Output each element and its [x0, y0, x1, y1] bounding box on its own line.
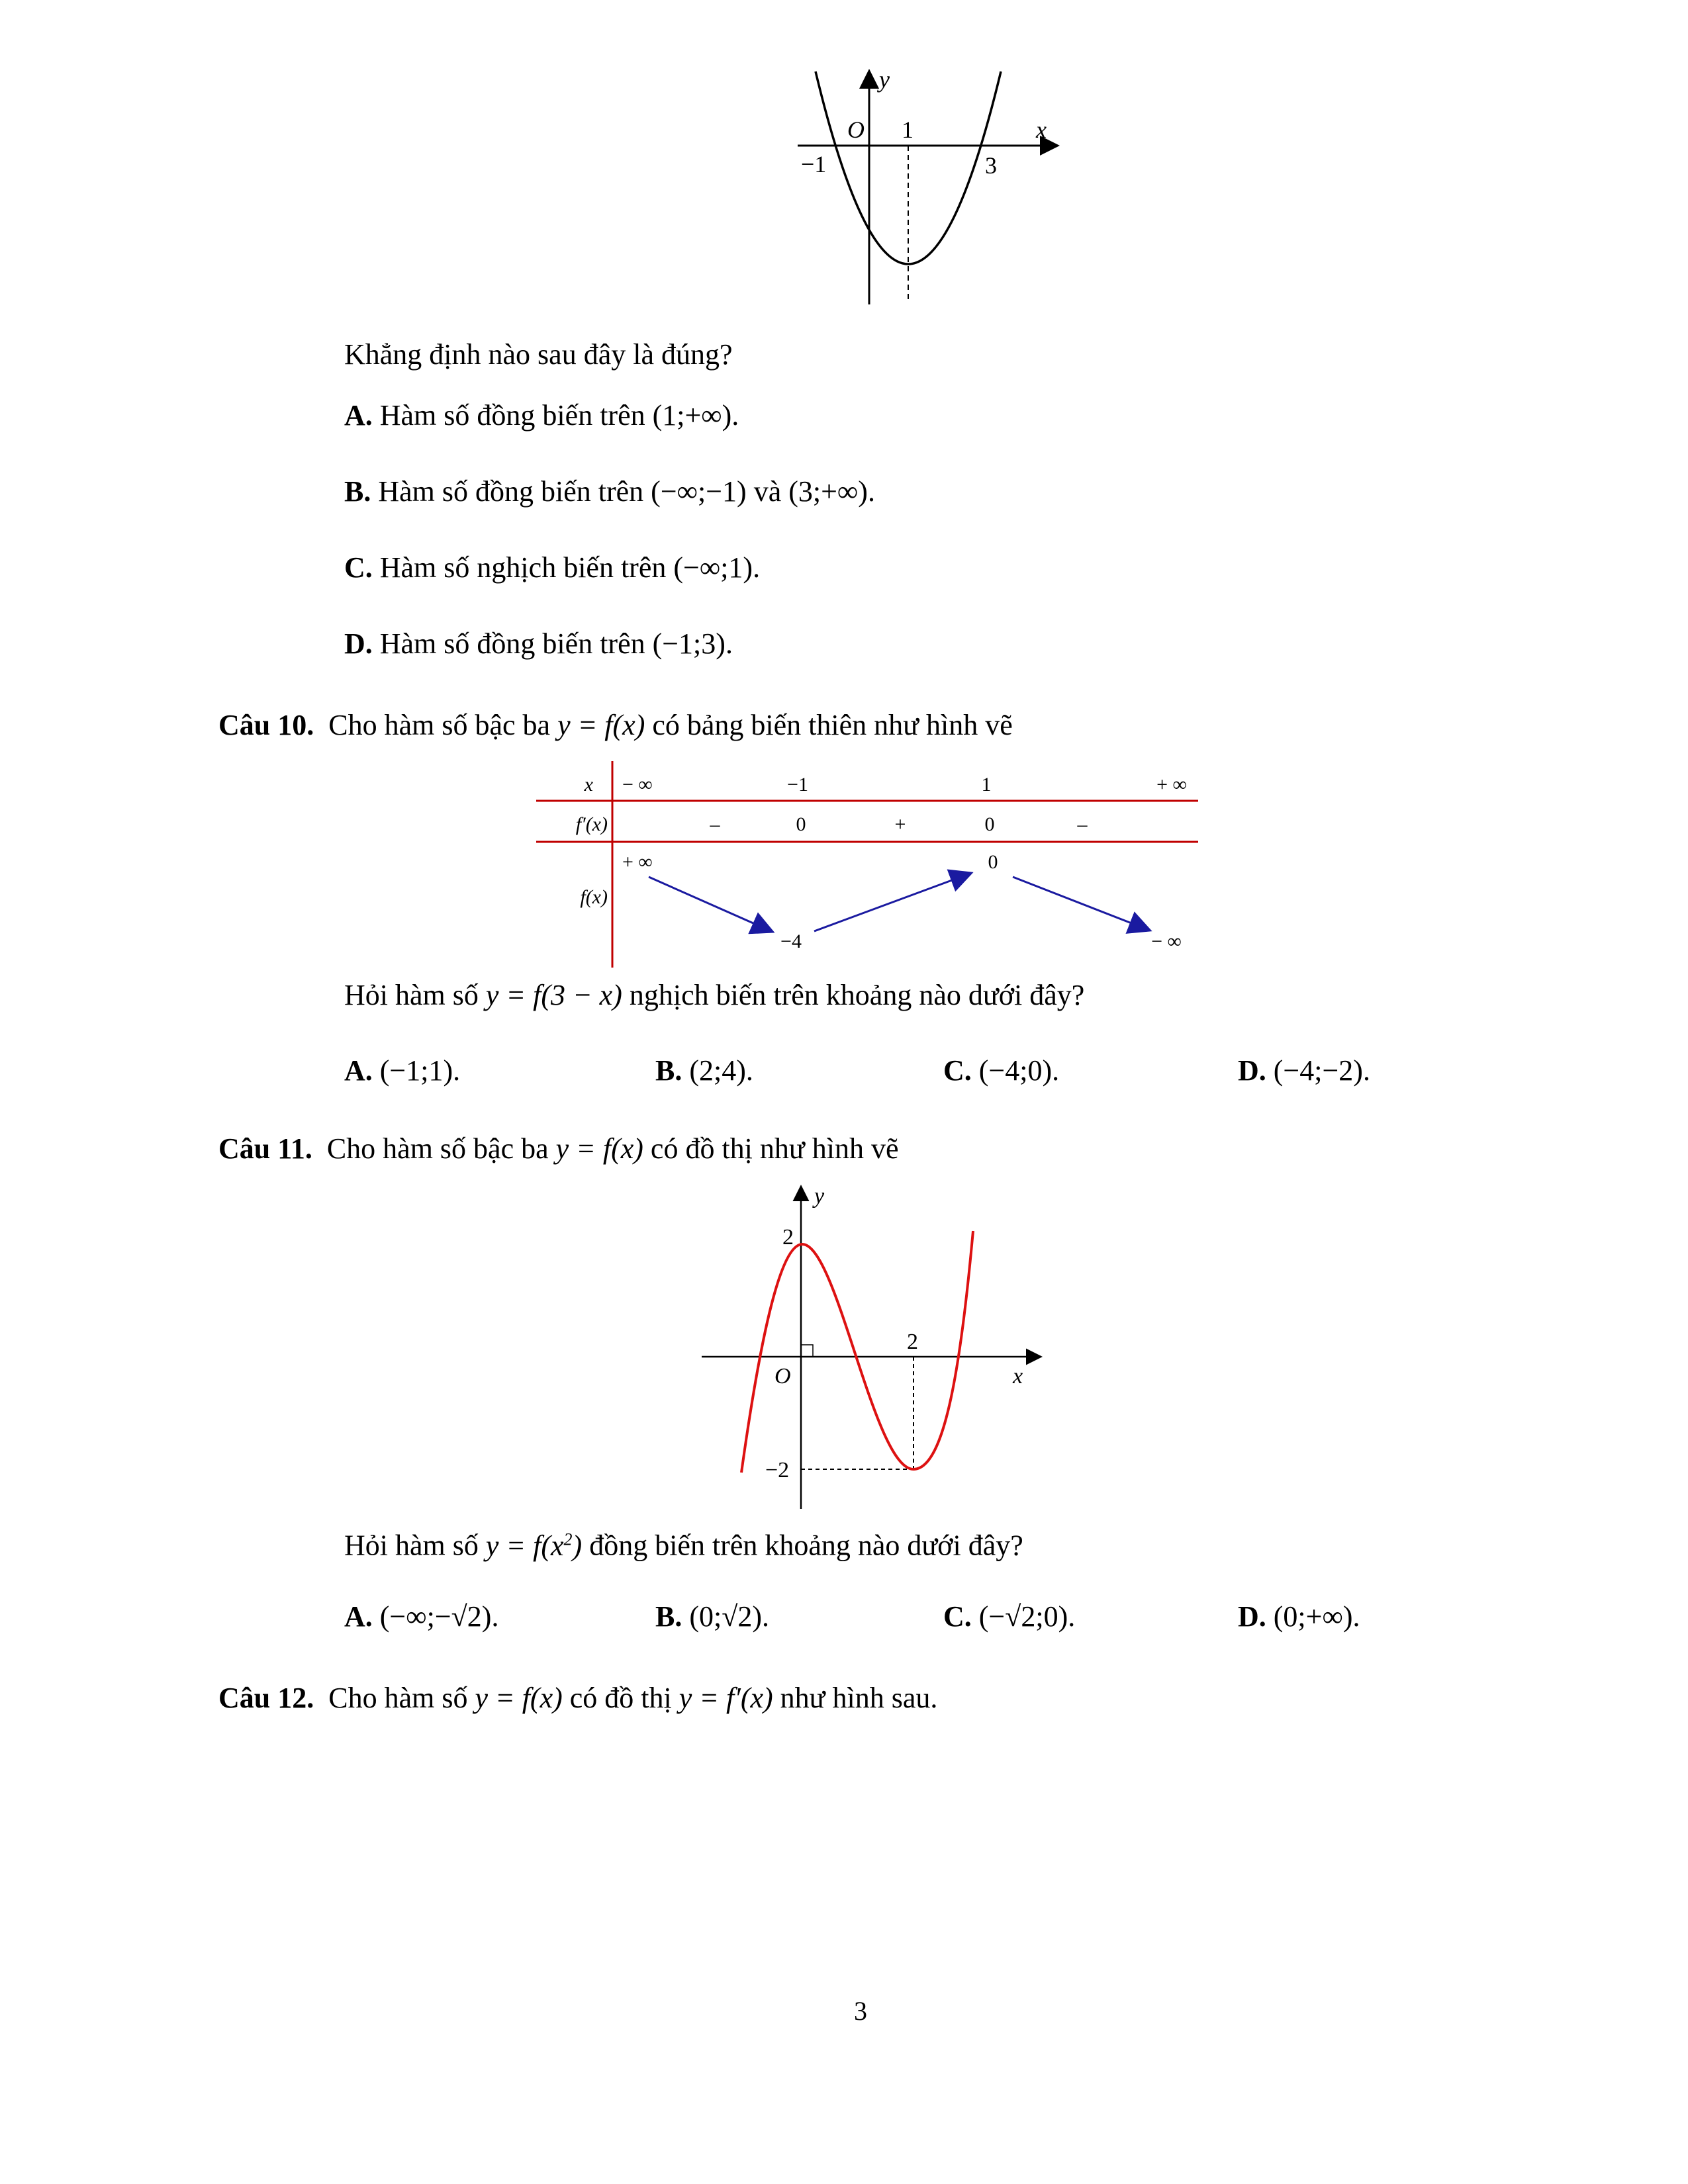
variation-table	[530, 761, 1211, 973]
f-value: −4	[780, 931, 802, 952]
option-letter: D.	[1238, 1054, 1266, 1087]
option-math: (−4;0).	[978, 1054, 1060, 1087]
stem-math-2: y = f′(x)	[679, 1682, 773, 1714]
q10-option-c[interactable]	[943, 1052, 1059, 1089]
q11-option-c[interactable]	[943, 1598, 1075, 1635]
option-text: Hàm số nghịch biến trên	[379, 551, 667, 584]
x-axis-label: x	[1036, 116, 1047, 143]
stem-math: y = f(x)	[475, 1682, 563, 1714]
fprime-sign: –	[1077, 813, 1088, 835]
option-letter: A.	[344, 1600, 373, 1633]
tick-one: 1	[902, 116, 914, 143]
x-value: 1	[981, 774, 992, 796]
option-letter: A.	[344, 399, 373, 432]
option-math: (−√2;0).	[978, 1600, 1076, 1633]
y-axis-label: y	[879, 66, 890, 93]
option-letter: C.	[344, 551, 373, 584]
origin-label: O	[847, 116, 865, 143]
stem-math: y = f(x)	[557, 709, 645, 741]
y-top-label: 2	[782, 1225, 794, 1250]
increasing-arrow	[814, 874, 970, 931]
option-math: (−∞;−1)	[651, 475, 747, 508]
option-text: Hàm số đồng biến trên	[379, 399, 645, 432]
question-label: Câu 12.	[218, 1682, 314, 1714]
option-letter: D.	[1238, 1600, 1266, 1633]
question-pre: Hỏi hàm số	[344, 979, 479, 1011]
option-letter: B.	[655, 1054, 682, 1087]
q9-option-a[interactable]	[344, 397, 739, 434]
q10-option-d[interactable]	[1238, 1052, 1370, 1089]
question-math: y = f(3 − x)	[485, 979, 622, 1011]
f-value: + ∞	[622, 851, 653, 873]
option-text: Hàm số đồng biến trên	[378, 475, 644, 508]
question-label: Câu 10.	[218, 709, 314, 741]
decreasing-arrow	[1013, 877, 1149, 930]
decreasing-arrow	[649, 877, 771, 931]
option-math: (0;√2).	[689, 1600, 770, 1633]
stem-mid: có đồ thị	[569, 1682, 672, 1714]
stem-pre: Cho hàm số bậc ba	[328, 709, 551, 741]
row-label-fprime: f′(x)	[575, 813, 608, 835]
y-axis-label: y	[814, 1184, 825, 1208]
stem-math: y = f(x)	[555, 1132, 643, 1165]
origin-label: O	[774, 1364, 791, 1388]
stem-post: như hình sau.	[780, 1682, 938, 1714]
option-math: (−1;3).	[652, 627, 733, 660]
option-math: (0;+∞).	[1273, 1600, 1360, 1633]
x-axis-label: x	[1013, 1364, 1023, 1388]
x-tick-label: 2	[907, 1330, 918, 1354]
question-post: đồng biến trên khoảng nào dưới đây?	[589, 1529, 1023, 1562]
q11-stem	[218, 1130, 899, 1167]
option-letter: D.	[344, 627, 373, 660]
q10-question	[344, 977, 1084, 1014]
option-math: (−∞;1).	[673, 551, 761, 584]
option-math: (−4;−2).	[1273, 1054, 1370, 1087]
fprime-value: 0	[984, 813, 995, 835]
option-math: (−∞;−√2).	[379, 1600, 499, 1633]
stem-post: có đồ thị như hình vẽ	[650, 1132, 899, 1165]
stem-pre: Cho hàm số bậc ba	[326, 1132, 549, 1165]
cubic-graph	[695, 1178, 1053, 1516]
q9-option-b[interactable]	[344, 473, 875, 510]
q10-stem	[218, 707, 1013, 744]
fprime-sign: –	[710, 813, 720, 835]
option-math: (−1;1).	[379, 1054, 461, 1087]
right-angle-marker	[801, 1345, 813, 1357]
question-pre: Hỏi hàm số	[344, 1529, 479, 1562]
option-letter: A.	[344, 1054, 373, 1087]
row-label-x: x	[584, 774, 593, 796]
option-letter: C.	[943, 1600, 972, 1633]
page-number: 3	[854, 1996, 867, 2026]
option-letter: B.	[655, 1600, 682, 1633]
stem-post: có bảng biến thiên như hình vẽ	[652, 709, 1013, 741]
question-label: Câu 11.	[218, 1132, 312, 1165]
q10-option-a[interactable]	[344, 1052, 460, 1089]
option-letter: C.	[943, 1054, 972, 1087]
q10-option-b[interactable]	[655, 1052, 753, 1089]
q12-stem	[218, 1680, 937, 1717]
x-value: + ∞	[1156, 774, 1187, 796]
q11-option-d[interactable]	[1238, 1598, 1360, 1635]
question-post: nghịch biến trên khoảng nào dưới đây?	[629, 979, 1085, 1011]
option-math: (2;4).	[689, 1054, 753, 1087]
f-value: 0	[988, 851, 998, 873]
cubic-curve	[741, 1231, 973, 1473]
option-letter: B.	[344, 475, 371, 508]
parabola-graph	[781, 60, 1072, 318]
option-math-2: (3;+∞).	[788, 475, 875, 508]
option-text: Hàm số đồng biến trên	[379, 627, 645, 660]
q11-option-a[interactable]	[344, 1598, 498, 1635]
q9-option-d[interactable]	[344, 625, 733, 662]
option-joiner: và	[753, 475, 782, 508]
q11-question	[344, 1521, 1023, 1565]
tick-three: 3	[985, 152, 997, 179]
row-label-f: f(x)	[580, 886, 608, 908]
question-math: $y = f(x^2)$	[485, 1529, 583, 1562]
fprime-value: 0	[796, 813, 806, 835]
x-value: −1	[787, 774, 808, 796]
f-value: − ∞	[1151, 931, 1182, 952]
fprime-sign: +	[894, 813, 906, 835]
q9-prompt: Khẳng định nào sau đây là đúng?	[344, 338, 733, 371]
q11-option-b[interactable]	[655, 1598, 769, 1635]
x-value: − ∞	[622, 774, 653, 796]
option-math: (1;+∞).	[652, 399, 739, 432]
y-bottom-label: −2	[765, 1458, 790, 1482]
tick-neg-one: −1	[801, 151, 827, 177]
q9-option-c[interactable]	[344, 549, 760, 586]
stem-pre: Cho hàm số	[328, 1682, 468, 1714]
